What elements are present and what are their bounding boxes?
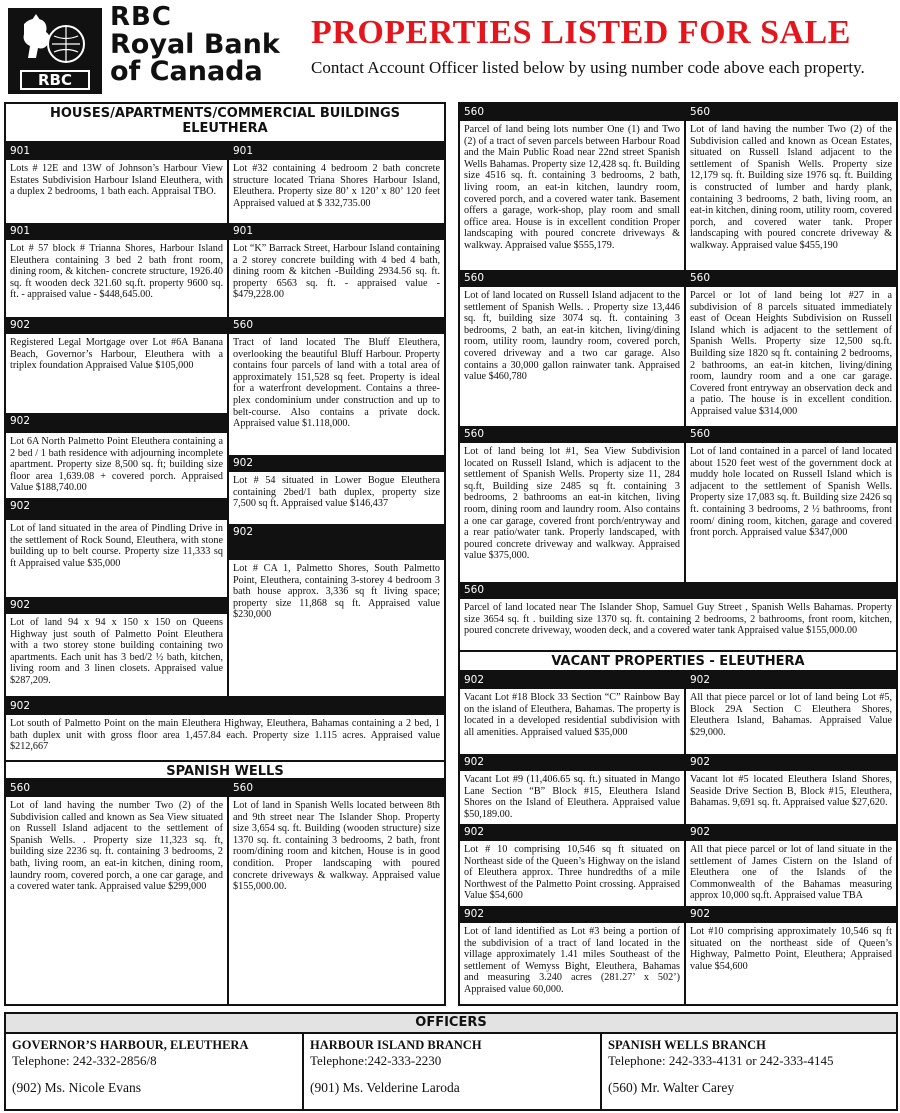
listing-card bbox=[6, 223, 227, 317]
branch-card bbox=[6, 1034, 304, 1111]
listing-card bbox=[229, 143, 444, 223]
branch-name: SPANISH WELLS BRANCH bbox=[608, 1038, 766, 1052]
listing-code: 902 bbox=[686, 754, 896, 771]
listing-text: All that piece parcel or lot of land being Lot #5, Block 29A Section C Eleuthera Shores, Eleuthera Island, Bahamas. Appraised Value $29,000. bbox=[690, 692, 892, 738]
listing-text: Registered Legal Mortgage over Lot #6A Banana Beach, Governor’s Harbour, Eleuthera with a triplex foundation Appraised Value $105,000 bbox=[10, 337, 223, 372]
listing-text: Tract of land located The Bluff Eleuthera, overlooking the beautiful Bluff Harbour. Property contains four parcels of land with a total area of approximately 151,528 sq feet. Property is ideal for a waterfront development. Contains a three- plex condominium under construction and up to belt-course. Also contains a private dock. Appraised value $1.118,000. bbox=[233, 337, 440, 430]
listing-text: Lot of land in Spanish Wells located between 8th and 9th street near The Islander Shop. Property size 3,654 sq. ft. Building (wooden structure) size 1370 sq. ft. containing 3 bedrooms, 2 bath, front room/dining room and kitchen, House is in good condition. Proper landscaping with poured concrete driveways & walkway. Appraised value $155,000.00. bbox=[233, 800, 440, 893]
listing-code: 902 bbox=[6, 413, 227, 433]
listing-code: 560 bbox=[6, 780, 227, 797]
listing-text: Vacant Lot #18 Block 33 Section “C” Rainbow Bay on the island of Eleuthera, Bahamas. The property is located in a developed residential subdivision with all amenities. Appraised valued $35,000 bbox=[464, 692, 680, 738]
section-header-spanish-wells: SPANISH WELLS bbox=[6, 760, 444, 780]
listing-text: Lot of land having the number Two (2) of the Subdivision called and known as Ocean Estates, situated on Russell Island adjacent to the settlement of Spanish Wells. Property size 12,179 sq. ft. Building size 1976 sq. ft. Building is constructed of lumber and hardy plank, containing 3 bedrooms, 2 bath, living room, an eat-in kitchen, dining room, utility room, covered porch, and covered water tank. Proper landscaping with poured concrete driveway & walkway. Appraised value $455,190 bbox=[690, 124, 892, 251]
listing-card bbox=[460, 426, 684, 582]
listing-text: Vacant Lot #9 (11,406.65 sq. ft.) situated in Mango Lane Section “B” Block #15, Eleuthera Island Shores on the Island of Eleuthera. Appraised value $50,189.00. bbox=[464, 774, 680, 820]
listing-text: Parcel or lot of land being lot #27 in a subdivision of 8 parcels situated immediately east of Ocean Heights Subdivision on Russell Island which is adjacent to the settlement of Spanish Wells. Property size 12,500 sq.ft. Building size 1820 sq ft. containing 2 bedrooms, 2 bathrooms, an eat-in kitchen, living/dining room, laundry room and a one car garage. Covered front entryway an observation deck and a patio. The house is in excellent condition. Appraised value $314,000 bbox=[690, 290, 892, 417]
listing-card bbox=[6, 413, 227, 498]
listing-card bbox=[229, 524, 444, 696]
branch-phone: Telephone:242-333-2230 bbox=[310, 1053, 442, 1068]
listing-text: Vacant lot #5 located Eleuthera Island Shores, Seaside Drive Section B, Block #15, Eleuthera, Bahamas. 9,691 sq. ft. Appraised value $27,620. bbox=[690, 774, 892, 809]
listing-code: 560 bbox=[460, 104, 684, 121]
branch-phone: Telephone: 242-332-2856/8 bbox=[12, 1053, 157, 1068]
listing-code: 560 bbox=[686, 104, 896, 121]
listing-card bbox=[229, 455, 444, 524]
listing-card bbox=[460, 582, 896, 650]
listing-card bbox=[686, 426, 896, 582]
officers-panel bbox=[4, 1012, 898, 1111]
listing-card bbox=[6, 698, 444, 760]
listing-card bbox=[460, 672, 684, 754]
lion-globe-icon bbox=[18, 14, 92, 64]
branch-card bbox=[602, 1034, 896, 1111]
listing-code: 560 bbox=[686, 270, 896, 287]
listing-code: 902 bbox=[460, 672, 684, 689]
listing-card bbox=[460, 104, 684, 270]
listing-code: 560 bbox=[229, 780, 444, 797]
listing-text: Lot # CA 1, Palmetto Shores, South Palmetto Point, Eleuthera, containing 3-storey 4 bedroom 3 bath house approx. 3,336 sq ft living space; property size 11,868 sq ft. Appraised value $230,000 bbox=[233, 563, 440, 621]
listing-card bbox=[460, 906, 684, 1004]
branch-name: HARBOUR ISLAND BRANCH bbox=[310, 1038, 482, 1052]
listing-text: All that piece parcel or lot of land situate in the settlement of James Cistern on the Island of Eleuthera one of the Islands of the Commonwealth of the Bahamas measuring approx 10,000 sq.ft. Appraised value TBA bbox=[690, 844, 892, 902]
listing-code: 902 bbox=[6, 597, 227, 614]
listing-text: Lot “K” Barrack Street, Harbour Island containing a 2 storey concrete building with 4 bed 4 bath, dining room & kitchen -Building 2934.56 sq. ft. property 6563 sq. ft. - appraised value - $479,228.00 bbox=[233, 243, 440, 301]
section-title-line-1: HOUSES/APARTMENTS/COMMERCIAL BUILDINGS bbox=[50, 106, 400, 121]
listing-text: Parcel of land located near The Islander Shop, Samuel Guy Street , Spanish Wells Bahamas. Property size 3654 sq. ft . building size 1370 sq. ft. containing 2 bedrooms, 2 bathrooms, front room, kitchen, poured concrete driveway, wooden deck, and a covered water tank Appraised value $155,000.00 bbox=[464, 602, 892, 637]
listing-code: 902 bbox=[460, 906, 684, 923]
listing-card bbox=[6, 143, 227, 223]
listing-text: Lot #10 comprising approximately 10,546 sq ft situated on the northeast side of Queen’s Highway, Palmetto Point, Eleuthera; Appraised value $54,600 bbox=[690, 926, 892, 972]
brand-name bbox=[110, 4, 280, 85]
listing-card bbox=[686, 104, 896, 270]
brand-line-1: RBC bbox=[110, 2, 172, 32]
branch-card bbox=[304, 1034, 602, 1111]
listing-card bbox=[686, 672, 896, 754]
listing-card bbox=[6, 597, 227, 696]
listing-text: Lot of land contained in a parcel of land located about 1520 feet west of the government dock at muddy hole located on Russell Island which is adjacent to the settlement of Spanish Wells. Property size 17,083 sq. ft. Building size 2426 sq ft. containing 3 bedrooms, 2 ½ bathrooms, front room/ dining room, kitchen, garage and covered front porch. Appraised value $347,000 bbox=[690, 446, 892, 539]
listing-code: 902 bbox=[686, 824, 896, 841]
listing-text: Lot #32 containing 4 bedroom 2 bath concrete structure located Triana Shores Harbour Island, Eleuthera. Property size 80’ x 120’ x 80’ 120 feet Appraised valued at $ 332,735.00 bbox=[233, 163, 440, 209]
listing-card bbox=[686, 754, 896, 824]
listing-code: 902 bbox=[6, 498, 227, 520]
page-subtitle: Contact Account Officer listed below by using number code above each property. bbox=[311, 58, 865, 77]
branch-phone: Telephone: 242-333-4131 or 242-333-4145 bbox=[608, 1053, 834, 1068]
listing-code: 902 bbox=[229, 455, 444, 472]
rbc-logo bbox=[8, 8, 102, 94]
listing-code: 560 bbox=[686, 426, 896, 443]
listing-code: 901 bbox=[229, 143, 444, 160]
listing-text: Lot of land 94 x 94 x 150 x 150 on Queens Highway just south of Palmetto Point Eleuthera with a two storey stone building containing two apartments. Each unit has 3 bed/2 ½ bath, kitchen, living room and 3 linen closets. Appraised value $287,209. bbox=[10, 617, 223, 686]
listing-code: 560 bbox=[460, 270, 684, 287]
listing-code: 901 bbox=[6, 223, 227, 240]
listing-code: 560 bbox=[460, 426, 684, 443]
listing-code: 560 bbox=[229, 317, 444, 334]
listing-text: Lot south of Palmetto Point on the main Eleuthera Highway, Eleuthera, Bahamas containing a 2 bed, 1 bath duplex unit with gross floor area 1,457.84 each. Property size 1.115 acres. Appraised value $212,667 bbox=[10, 718, 440, 753]
listing-card bbox=[229, 780, 444, 1004]
section-title-line-2: ELEUTHERA bbox=[182, 121, 268, 136]
listing-code: 902 bbox=[6, 317, 227, 334]
listing-text: Lot # 54 situated in Lower Bogue Eleuthera containing 2bed/1 bath duplex, property size 7,500 sq ft. Appraised value $146,437 bbox=[233, 475, 440, 510]
section-header-vacant: VACANT PROPERTIES - ELEUTHERA bbox=[460, 650, 896, 672]
listing-text: Lot 6A North Palmetto Point Eleuthera containing a 2 bed / 1 bath residence with adjourning incomplete apartment. Property size 8,500 sq. ft; building size floor area 1,639.08 + covered porch. Appraised Value $188,740.00 bbox=[10, 436, 223, 494]
listing-text: Lot of land being lot #1, Sea View Subdivision located on Russell Island, which is adjacent to the settlement of Spanish Wells. Property size 11, 284 sq.ft, Building size 2485 sq ft. containing 3 bedrooms, 2 bathrooms an eat-in kitchen, living room, dining room and laundry room. Also contains a one car garage, covered front porch/entryway and a rear patio/water tank. Properly landscaped, with poured concrete driveway and walkway. Appraised value $375,000. bbox=[464, 446, 680, 562]
branch-officer: (560) Mr. Walter Carey bbox=[608, 1080, 735, 1095]
listing-code: 902 bbox=[229, 524, 444, 560]
listing-card bbox=[686, 824, 896, 906]
listing-code: 901 bbox=[6, 143, 227, 160]
listing-card bbox=[686, 270, 896, 426]
listing-card bbox=[229, 223, 444, 317]
listing-code: 560 bbox=[460, 582, 896, 599]
branch-officer: (902) Ms. Nicole Evans bbox=[12, 1080, 141, 1095]
listing-card bbox=[686, 906, 896, 1004]
listing-card bbox=[229, 317, 444, 455]
listing-code: 902 bbox=[686, 672, 896, 689]
left-column bbox=[4, 102, 446, 1006]
listing-text: Lot of land having the number Two (2) of the Subdivision called and known as Sea View situated on Russell Island adjacent to the settlement of Spanish Wells. . Property size 11,323 sq. ft, building size 2236 sq. ft. containing 3 bedrooms, 2 bath, living room, an eat-in kitchen, dining room, laundry room, covered porch, a one car garage, and a covered water tank. Appraised value $299,000 bbox=[10, 800, 223, 893]
branch-name: GOVERNOR’S HARBOUR, ELEUTHERA bbox=[12, 1038, 249, 1052]
page-title: PROPERTIES LISTED FOR SALE bbox=[311, 14, 851, 51]
listing-card bbox=[6, 780, 227, 1004]
listing-card bbox=[460, 270, 684, 426]
listing-card bbox=[6, 498, 227, 597]
listing-text: Lots # 12E and 13W of Johnson’s Harbour View Estates Subdivision Harbour Island Eleuthera, with a duplex 2 bedrooms, 1 bath each. Appraisal TBO. bbox=[10, 163, 223, 198]
listing-text: Parcel of land being lots number One (1) and Two (2) of a tract of seven parcels between Harbour Road and the Main Public Road near 22nd street Spanish Wells Bahamas. Property size 12,428 sq. ft. Building size 4516 sq. ft. containing 3 bedrooms, 2 bath, living room, an eat-in kitchen, laundry room, covered porch, and a covered water tank. Basement offers a garage, work-shop, play room and small office area. House is in excellent condition Proper landscaping with poured concrete driveways & walkway. Appraised value $555,179. bbox=[464, 124, 680, 251]
listing-text: Lot # 10 comprising 10,546 sq ft situated on Northeast side of the Queen’s Highway on the island of Eleuthera approx. Three hundredths of a mile Northwest of the Palmetto Point crossing. Appraised Value $54,600 bbox=[464, 844, 680, 902]
listing-text: Lot of land identified as Lot #3 being a portion of the subdivision of a tract of land located in the village approximately 1.41 miles Southeast of the settlement of Wemyss Bight, Eleuthera, Bahamas and measuring 3.240 acres (281.27’ x 502’) Appraised value 60,000. bbox=[464, 926, 680, 995]
logo-rbc-text: RBC bbox=[20, 70, 90, 90]
brand-line-3: of Canada bbox=[110, 56, 263, 87]
listing-card bbox=[460, 754, 684, 824]
listing-text: Lot # 57 block # Trianna Shores, Harbour Island Eleuthera containing 3 bed 2 bath front room, dining room, & kitchen- concrete structure, 1926.40 sq. ft wooden deck 321.60 sq.ft. property 9600 sq. ft. - appraised value - $448,645.00. bbox=[10, 243, 223, 301]
listing-code: 901 bbox=[229, 223, 444, 240]
page-header bbox=[0, 0, 900, 100]
listing-code: 902 bbox=[686, 906, 896, 923]
listing-text: Lot of land located on Russell Island adjacent to the settlement of Spanish Wells. . Property size 13,446 sq. ft, building size 3074 sq. ft. containing 3 bedrooms, 2 bath, an eat-in kitchen, living/dining room, utility room, laundry room, covered porch, covered driveway and a two car garage. Also contains a 30,000 gallon rainwater tank. Appraised value $460,780 bbox=[464, 290, 680, 383]
listing-text: Lot of land situated in the area of Pindling Drive in the settlement of Rock Sound, Eleuthera, with stone building up to belt course. Property size 11,333 sq ft Appraised value $35,000 bbox=[10, 523, 223, 569]
listing-code: 902 bbox=[6, 698, 444, 715]
listing-card bbox=[6, 317, 227, 413]
brand-line-2: Royal Bank bbox=[110, 29, 280, 60]
officers-title: OFFICERS bbox=[6, 1014, 896, 1034]
listing-card bbox=[460, 824, 684, 906]
right-column bbox=[458, 102, 898, 1006]
listing-code: 902 bbox=[460, 754, 684, 771]
branch-officer: (901) Ms. Velderine Laroda bbox=[310, 1080, 460, 1095]
listing-code: 902 bbox=[460, 824, 684, 841]
section-header-houses bbox=[6, 104, 444, 143]
